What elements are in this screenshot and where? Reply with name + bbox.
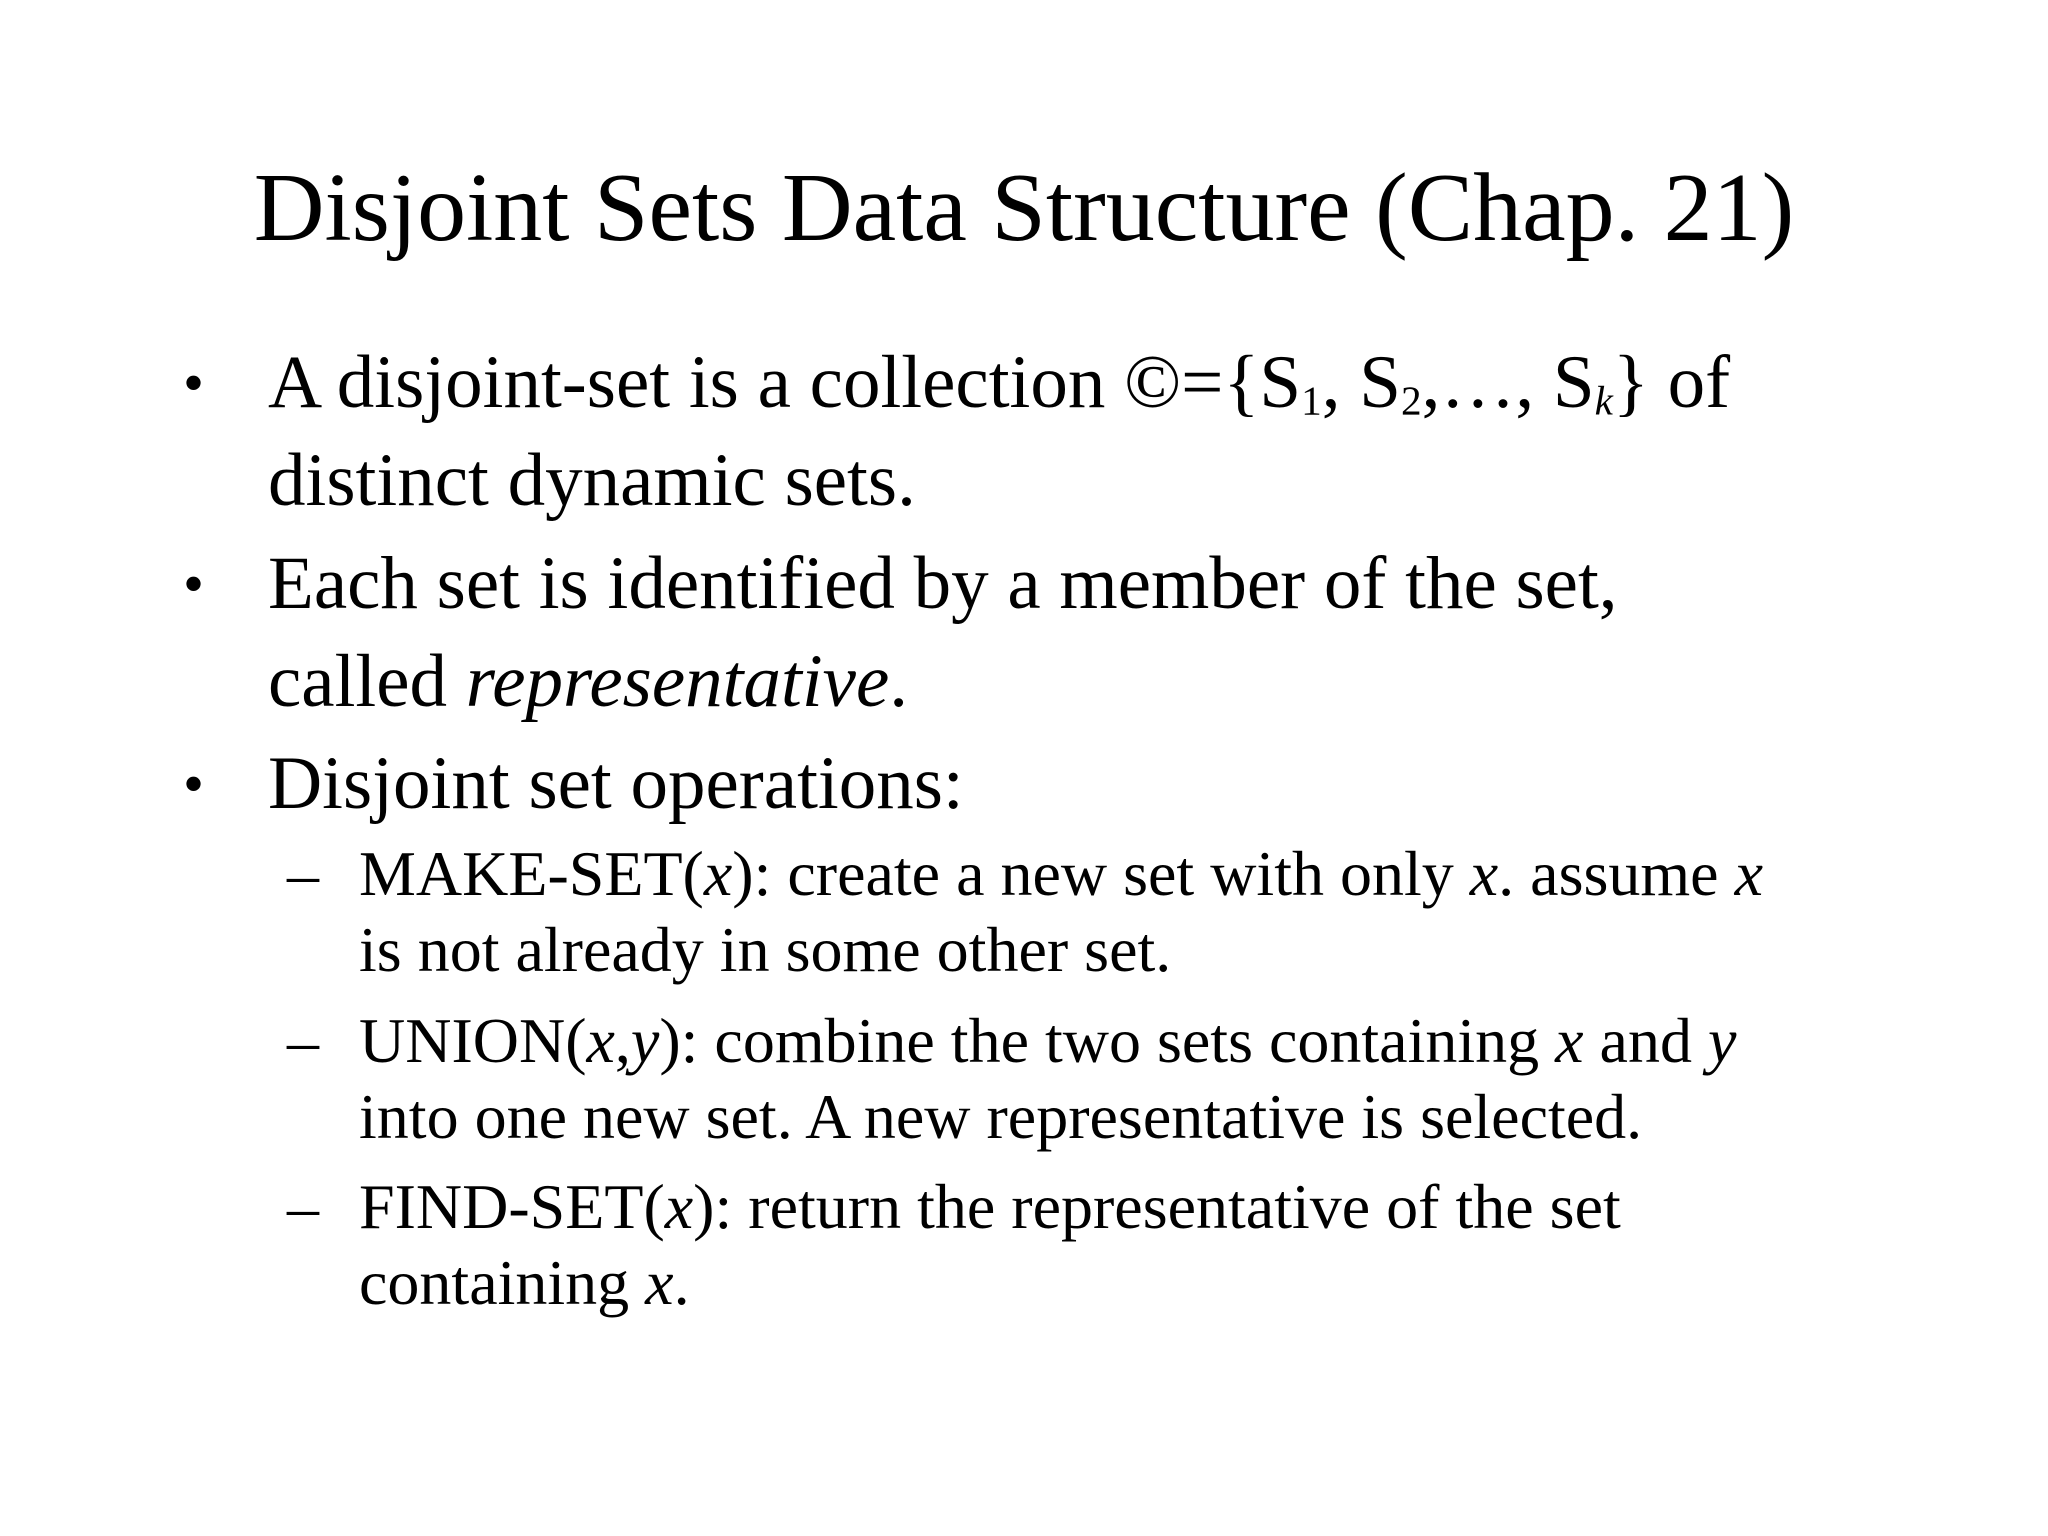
- text-segment: containing: [359, 1247, 646, 1318]
- text-segment: FIND-SET(: [359, 1171, 665, 1242]
- text-segment: and: [1583, 1005, 1708, 1076]
- bullet-mark: •: [183, 350, 205, 416]
- sub-line-1: [359, 836, 1959, 912]
- var-x: x: [1555, 1005, 1584, 1076]
- slide-title: Disjoint Sets Data Structure (Chap. 21): [253, 154, 1795, 262]
- dash-mark: –: [287, 1005, 319, 1076]
- text-segment: . assume: [1498, 838, 1735, 909]
- bullet-mark: •: [183, 751, 205, 817]
- bullet-collection-definition: [183, 334, 1888, 530]
- bullet-operations: [183, 735, 1888, 833]
- subscript-2: 2: [1400, 377, 1422, 424]
- var-x: x: [645, 1247, 674, 1318]
- text-segment: , S: [1321, 341, 1401, 424]
- text-segment: A disjoint-set is a collection ©={S: [268, 341, 1302, 424]
- subscript-1: 1: [1301, 377, 1322, 424]
- var-x: x: [586, 1005, 615, 1076]
- text-segment: ): combine the two sets containing: [659, 1005, 1556, 1076]
- sub-bullet-make-set: [287, 836, 1959, 988]
- italic-term: representative: [465, 640, 890, 723]
- sub-line-1: [359, 1003, 1959, 1079]
- sub-line-2: into one new set. A new representative is selected.: [359, 1081, 1643, 1152]
- sub-bullet-find-set: [287, 1169, 1959, 1321]
- bullet-line-2: [268, 633, 1888, 731]
- subscript-k: k: [1594, 377, 1613, 424]
- text-segment: UNION(: [359, 1005, 587, 1076]
- sub-line-2: [359, 1245, 1959, 1321]
- var-x: x: [664, 1171, 694, 1242]
- text-segment: ,: [614, 1005, 631, 1076]
- bullet-line-2: distinct dynamic sets.: [268, 439, 916, 522]
- bullet-mark: •: [183, 551, 205, 617]
- bullet-line-1: Each set is identified by a member of the set,: [268, 542, 1618, 625]
- text-segment: ,…, S: [1421, 341, 1595, 424]
- var-x: x: [703, 838, 733, 909]
- text-segment: } of: [1612, 341, 1731, 424]
- text-segment: .: [673, 1247, 690, 1318]
- bullet-line-1: [268, 334, 1888, 432]
- bullet-line-1: Disjoint set operations:: [268, 742, 964, 825]
- var-x: x: [1469, 838, 1499, 909]
- text-segment: MAKE-SET(: [359, 838, 704, 909]
- sub-line-1: [359, 1169, 1959, 1245]
- var-x: x: [1734, 838, 1763, 909]
- text-segment: ): create a new set with only: [732, 838, 1470, 909]
- text-segment: .: [889, 640, 908, 723]
- text-segment: ): return the representative of the set: [693, 1171, 1621, 1242]
- var-y: y: [1707, 1005, 1737, 1076]
- text-segment: called: [268, 640, 466, 723]
- sub-line-2: is not already in some other set.: [359, 914, 1172, 985]
- var-y: y: [630, 1005, 660, 1076]
- bullet-representative: [183, 535, 1888, 731]
- dash-mark: –: [287, 1171, 319, 1242]
- sub-bullet-union: [287, 1003, 1959, 1155]
- dash-mark: –: [287, 838, 319, 909]
